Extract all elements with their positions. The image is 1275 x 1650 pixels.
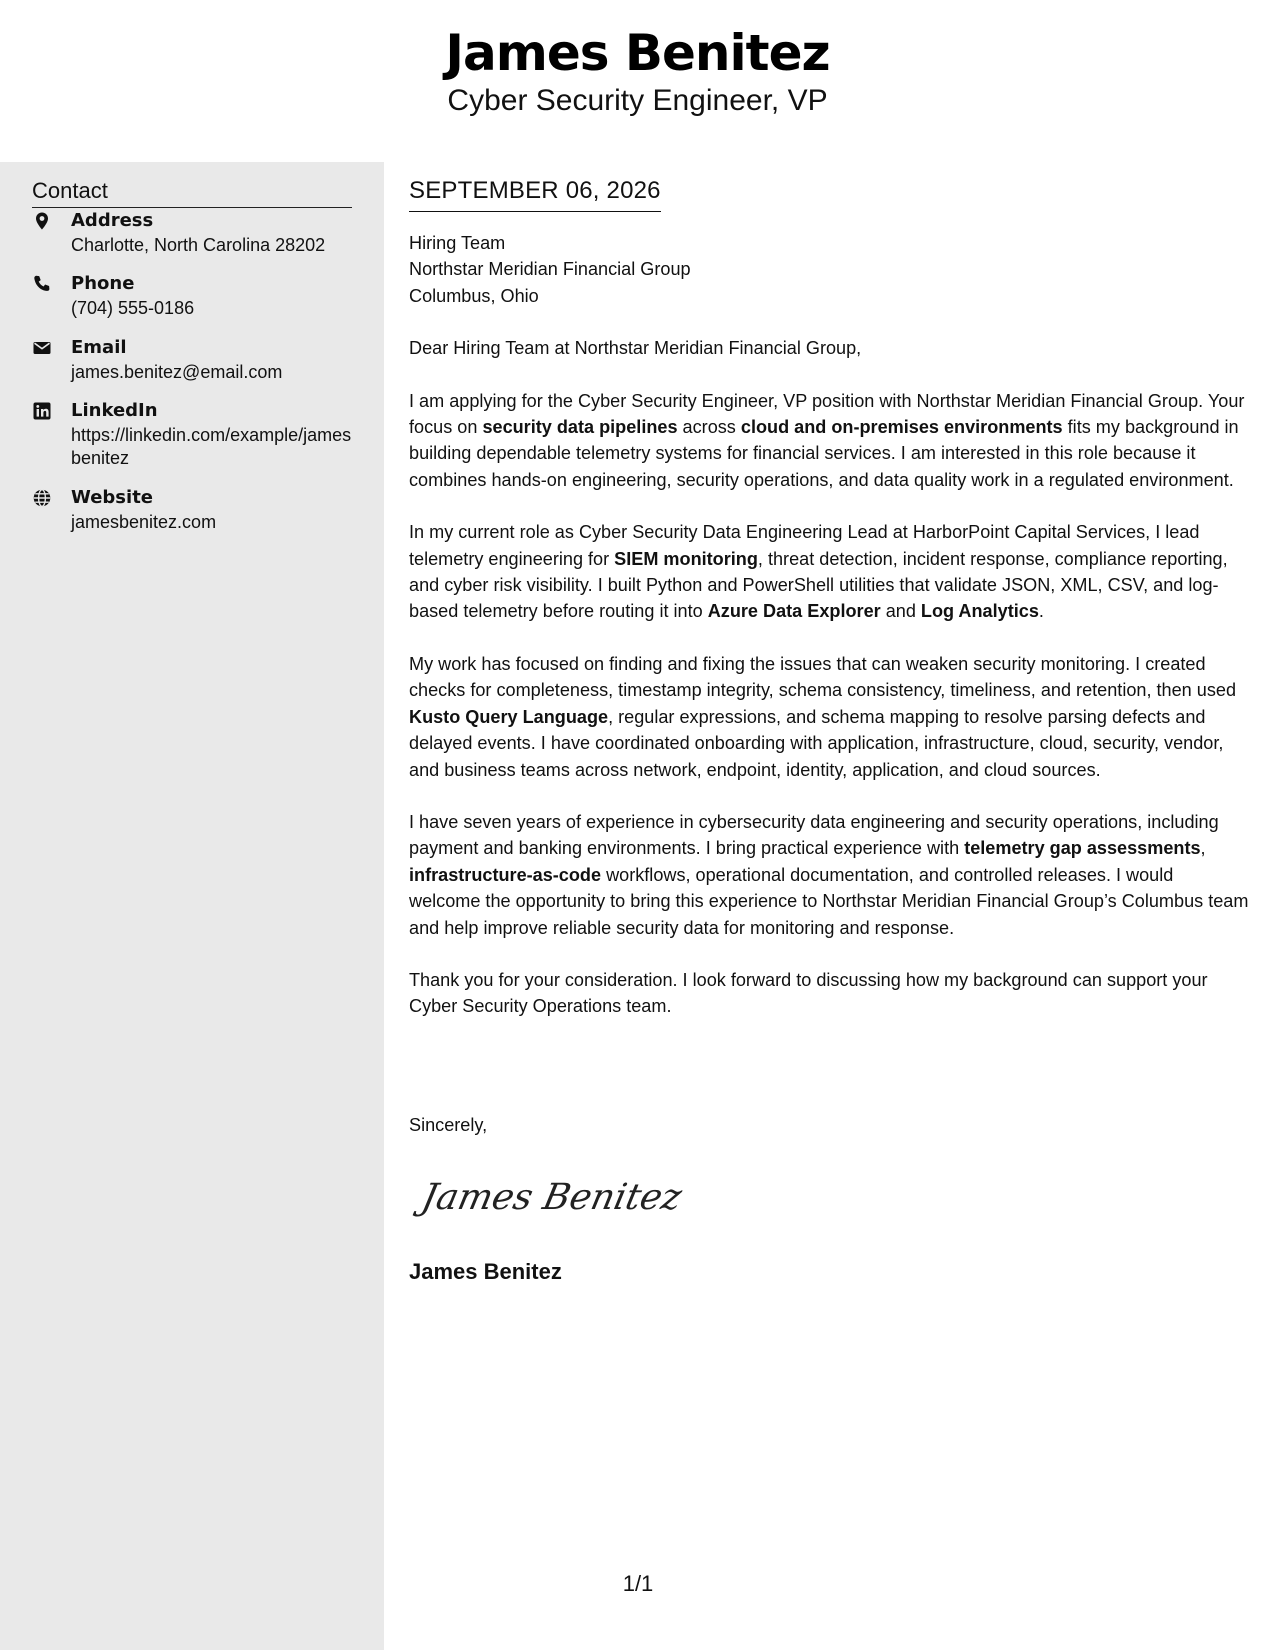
text-run: , regular expressions, and schema mapping to resolve parsing defects and delayed events. I have coordinated onboarding with application, infrastructure, cloud, security, vendor, and business teams across network, endpoint, identity, application, and cloud sources. [409,706,1224,780]
applicant-title: Cyber Security Engineer, VP [447,84,828,117]
letter-paragraph [409,651,1249,783]
bold-phrase: Log Analytics [920,601,1039,622]
text-run: In my current role as Cyber Security Data Engineering Lead at HarborPoint Capital Services, I lead telemetry engineering for [409,522,1200,569]
text-run: fits my background in building dependable telemetry systems for financial services. I am interested in this role because it combines hands-on engineering, security operations, and data quality work in a regulated environment. [409,417,1239,490]
text-run: My work has focused on finding and fixing the issues that can weaken security monitoring. I created checks for completeness, timestamp integrity, schema consistency, timeliness, and retention, then used [409,653,1237,701]
recipient-block [409,230,1249,309]
contact-value: https://linkedin.com/example/jamesbenitez [71,425,352,468]
contact-label: Email [71,337,127,358]
bold-phrase: SIEM monitoring [614,548,758,569]
letter-paragraph [409,388,1249,494]
contact-heading: Contact [32,177,352,208]
text-run: , [1200,838,1206,859]
contact-value: jamesbenitez.com [71,512,217,532]
contact-value: Charlotte, North Carolina 28202 [71,235,326,255]
signature-text: James Benitez [418,1175,686,1218]
letter-paragraph [409,809,1249,941]
letter-header [0,0,1275,162]
text-run: workflows, operational documentation, and controlled releases. I would welcome the opportunity to bring this experience to Northstar Meridian Financial Group’s Columbus team and help improve reliable security data for monitoring and response. [409,864,1249,938]
contact-value: (704) 555-0186 [71,298,195,318]
map-pin-icon [32,211,54,233]
bold-phrase: security data pipelines [482,417,678,438]
bold-phrase: telemetry gap assessments [964,838,1201,859]
text-run: and [880,601,921,622]
phone-icon [32,274,54,296]
contact-value: james.benitez@email.com [71,362,283,382]
salutation: Dear Hiring Team at Northstar Meridian Financial Group, [409,338,862,359]
text-run: , threat detection, incident response, compliance reporting, and cyber risk visibility. I built Python and PowerShell utilities that validate JSON, XML, CSV, and log-based telemetry before routing it into [409,548,1228,622]
handwritten-signature [418,1167,686,1227]
letter-paragraph [409,519,1249,625]
letter-paragraph [409,967,1249,1020]
letter-paragraphs [409,362,1249,1020]
letter-date: SEPTEMBER 06, 2026 [409,175,661,212]
text-run: Thank you for your consideration. I look forward to discussing how my background can support your Cyber Security Operations team. [409,969,1208,1017]
signer-name: James Benitez [409,1259,562,1284]
text-run: . [1038,601,1044,622]
bold-phrase: cloud and on-premises environments [740,417,1063,438]
text-run: I have seven years of experience in cybersecurity data engineering and security operations, including payment and banking environments. I bring practical experience with [409,811,1219,859]
contact-label: Address [71,210,154,231]
linkedin-icon [32,401,54,423]
globe-icon [32,488,54,510]
recipient-line: Northstar Meridian Financial Group [409,259,691,280]
applicant-name: James Benitez [445,24,830,82]
letter-body [409,175,1249,1020]
text-run: across [677,417,741,438]
contact-label: Website [71,487,154,508]
bold-phrase: infrastructure-as-code [409,864,602,885]
text-run: I am applying for the Cyber Security Engineer, VP position with Northstar Meridian Financial Group. Your focus on [409,390,1245,438]
bold-phrase: Azure Data Explorer [707,601,881,622]
recipient-line: Hiring Team [409,233,506,253]
bold-phrase: Kusto Query Language [409,706,609,727]
envelope-icon [32,338,54,360]
contact-label: LinkedIn [71,400,158,421]
contact-label: Phone [71,273,135,294]
closing: Sincerely, [409,1115,488,1135]
contact-sidebar [0,162,384,1650]
recipient-line: Columbus, Ohio [409,285,539,306]
page-number: 1/1 [622,1571,654,1596]
